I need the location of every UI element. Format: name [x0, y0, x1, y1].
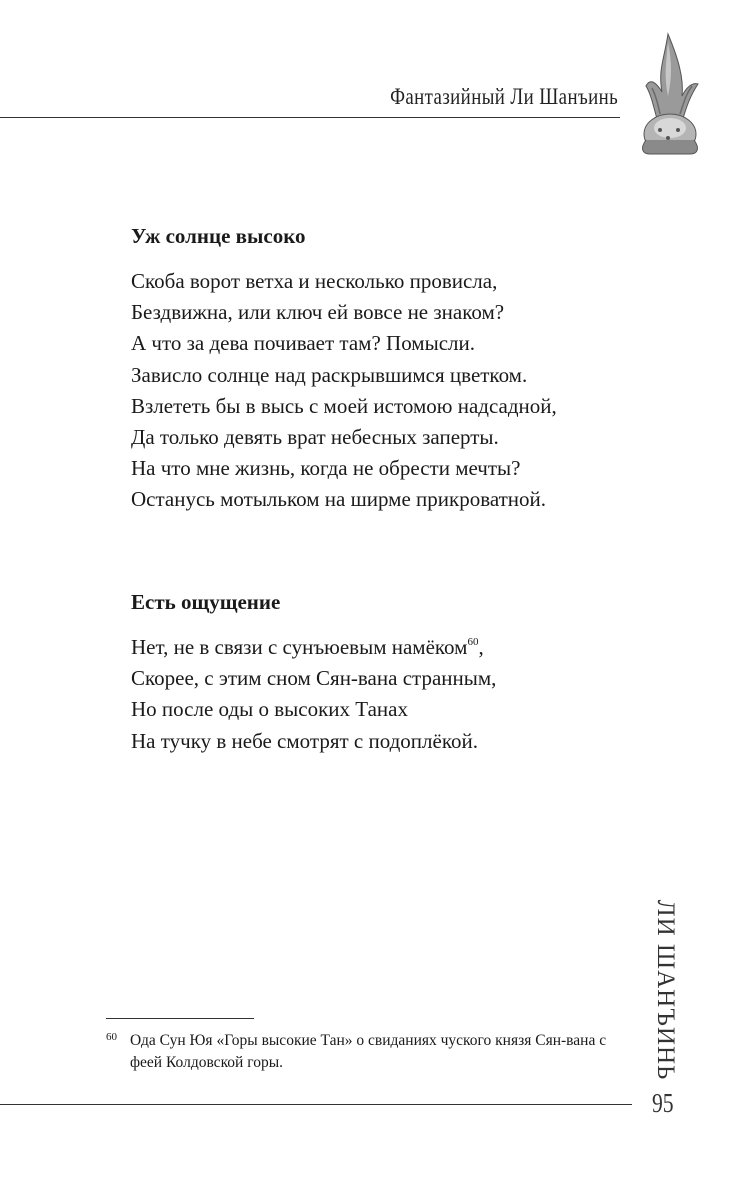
header-rule	[0, 117, 620, 118]
header-title: Фантазийный Ли Шанъинь	[389, 84, 618, 109]
poem-line: Бездвижна, или ключ ей вовсе не знаком?	[131, 300, 505, 325]
side-author-text: ЛИ ШАНЪИНЬ	[652, 899, 679, 1081]
footnote-text: Ода Сун Юя «Горы высокие Тан» о свиданиях чуского князя Сян-вана с феей Колдовской горы.	[130, 1032, 607, 1071]
poem-line: Скорее, с этим сном Сян-вана странным,	[131, 666, 497, 691]
poem-line: Да только девять врат небесных заперты.	[131, 425, 499, 450]
poem-line: На что мне жизнь, когда не обрести мечты?	[131, 456, 521, 481]
poem-line	[131, 632, 496, 663]
bottom-rule	[0, 1104, 632, 1105]
footnote-marker[interactable]: 60	[467, 636, 479, 648]
poem-line: На тучку в небе смотрят с подоплёкой.	[131, 728, 478, 753]
poem-title: Уж солнце высоко	[131, 224, 306, 248]
footnote-rule	[106, 1018, 254, 1019]
poem-line-text: Нет, не в связи с сунъюевым намёком	[131, 635, 468, 659]
poem-line: Останусь мотыльком на ширме прикроватной.	[131, 487, 547, 512]
footnote	[106, 1030, 636, 1074]
poem-title: Есть ощущение	[131, 590, 281, 614]
poem-1	[131, 222, 557, 516]
ornamental-figure-icon	[632, 30, 708, 160]
side-author	[645, 899, 685, 1081]
poem-line: Взлететь бы в высь с моей истомою надсадной,	[131, 393, 557, 418]
poem-line: Скоба ворот ветха и несколько провисла,	[131, 269, 498, 293]
poem-line: Но после оды о высоких Танах	[131, 697, 408, 722]
poem-line: Зависло солнце над раскрывшимся цветком.	[131, 362, 528, 387]
footnote-number: 60	[106, 1031, 117, 1043]
poem-2	[131, 588, 496, 757]
poem-line: А что за дева почивает там? Помысли.	[131, 331, 475, 356]
poem-line-punctuation: ,	[478, 635, 484, 659]
page-number: 95	[652, 1088, 674, 1118]
